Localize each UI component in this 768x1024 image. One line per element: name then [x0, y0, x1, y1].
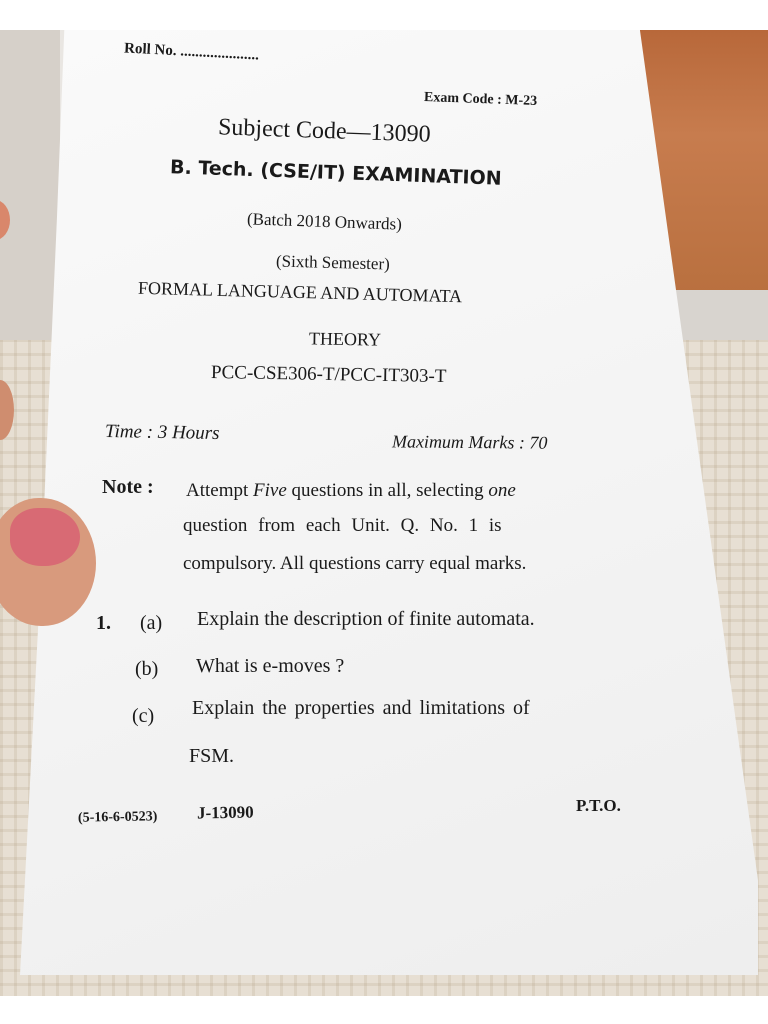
note-line: [186, 480, 516, 502]
subject-name: FORMAL LANGUAGE AND AUTOMATA: [137, 277, 463, 307]
question-part-label: (b): [135, 658, 159, 680]
paper-id: J-13090: [196, 802, 254, 823]
top-border: [0, 0, 768, 30]
question-part-label: (c): [132, 705, 155, 727]
note-line: compulsory. All questions carry equal marks.: [183, 553, 527, 574]
please-turn-over: P.T.O.: [576, 796, 621, 815]
bottom-border: [0, 996, 768, 1024]
note-text: Attempt: [186, 480, 254, 501]
question-part-text: What is e-moves ?: [196, 655, 345, 677]
left-background: [0, 30, 60, 350]
exam-code: Exam Code : M-23: [423, 90, 538, 109]
subject-name-continued: THEORY: [308, 328, 382, 350]
question-part-label: (a): [140, 612, 163, 634]
batch: (Batch 2018 Onwards): [246, 209, 403, 234]
roll-number: Roll No. .....................: [123, 40, 260, 64]
note-line: question from each Unit. Q. No. 1 is: [183, 515, 502, 536]
question-part-text: Explain the properties and limitations of: [192, 697, 530, 719]
course-title: B. Tech. (CSE/IT) EXAMINATION: [169, 156, 502, 190]
note-label: Note :: [102, 476, 154, 498]
paper-code: PCC-CSE306-T/PCC-IT303-T: [210, 361, 447, 388]
note-emphasis: one: [488, 480, 516, 501]
question-part-text: Explain the description of finite automata.: [197, 608, 535, 630]
print-code: (5-16-6-0523): [77, 809, 158, 826]
maximum-marks: Maximum Marks : 70: [391, 431, 548, 453]
question-number: 1.: [96, 612, 111, 634]
note-emphasis: Five: [253, 480, 287, 501]
exam-duration: Time : 3 Hours: [104, 421, 220, 444]
note-text: questions in all, selecting: [286, 480, 489, 501]
thumb-nail: [10, 508, 80, 566]
semester: (Sixth Semester): [275, 251, 391, 274]
question-part-text-continued: FSM.: [189, 745, 235, 767]
subject-code: Subject Code—13090: [217, 114, 432, 148]
